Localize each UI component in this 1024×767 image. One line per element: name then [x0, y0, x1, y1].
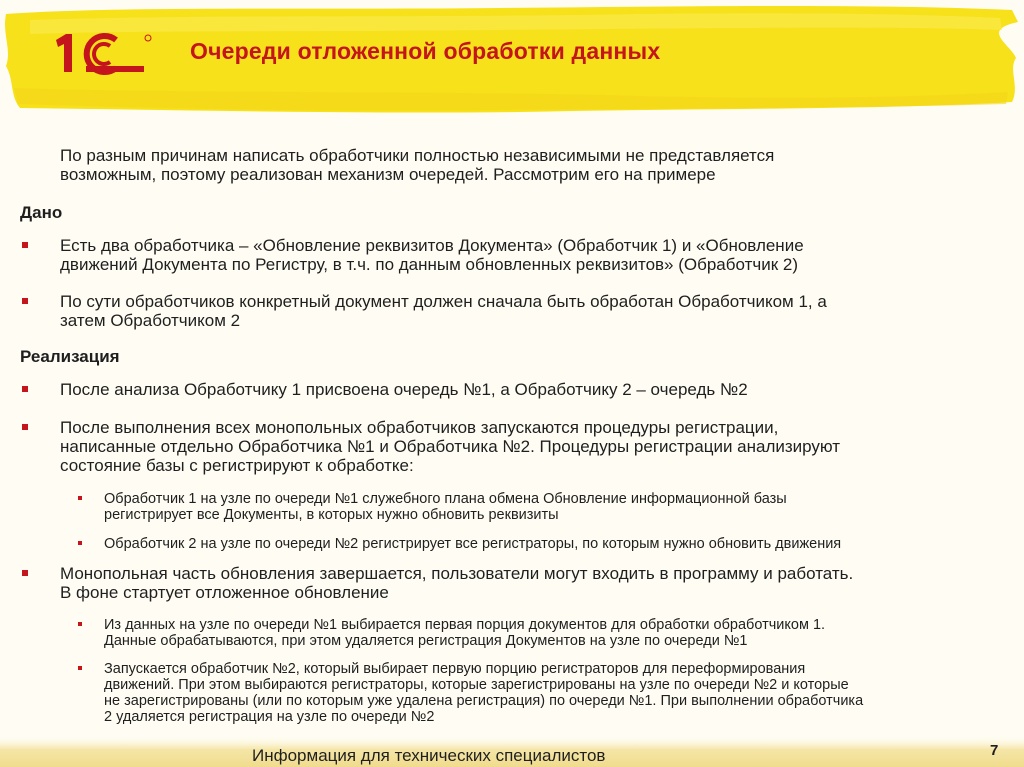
bullet-marker — [22, 570, 28, 576]
impl-sub-2: Обработчик 2 на узле по очереди №2 регистрирует все регистраторы, по которым нужно обновить движения — [104, 536, 842, 552]
impl-sub-4-line-3: не зарегистрированы (или по которым уже удалена регистрация) по очереди №1. При выполнении обработчика — [104, 693, 864, 709]
bullet-marker — [22, 424, 28, 430]
impl-sub-3-line-2: Данные обрабатываются, при этом удаляется регистрация Документов на узле по очереди №1 — [104, 633, 748, 649]
impl-sub-4-line-2: движений. При этом выбираются регистраторы, которые зарегистрированы на узле по очереди №2 и которые — [104, 677, 849, 693]
impl-item-1: После анализа Обработчику 1 присвоена очередь №1, а Обработчику 2 – очередь №2 — [60, 380, 748, 399]
impl-item-2-line-1: После выполнения всех монопольных обработчиков запускаются процедуры регистрации, — [60, 418, 779, 437]
given-item-1-line-2: движений Документа по Регистру, в т.ч. по данным обновленных реквизитов» (Обработчик 2) — [60, 255, 798, 274]
footer-text: Информация для технических специалистов — [252, 746, 606, 765]
impl-sub-1-line-2: регистрирует все Документы, в которых нужно обновить реквизиты — [104, 507, 559, 523]
given-item-2-line-2: затем Обработчиком 2 — [60, 311, 241, 330]
given-item-1-line-1: Есть два обработчика – «Обновление реквизитов Документа» (Обработчик 1) и «Обновление — [60, 236, 804, 255]
sub-bullet-marker — [78, 541, 82, 545]
bullet-marker — [22, 386, 28, 392]
bullet-marker — [22, 242, 28, 248]
given-item-2-line-1: По сути обработчиков конкретный документ должен сначала быть обработан Обработчиком 1, а — [60, 292, 827, 311]
sub-bullet-marker — [78, 666, 82, 670]
impl-item-2-line-3: состояние базы с регистрируют к обработке: — [60, 456, 414, 475]
impl-sub-4-line-4: 2 удаляется регистрация на узле по очереди №2 — [104, 709, 435, 725]
impl-item-3-line-2: В фоне стартует отложенное обновление — [60, 583, 389, 602]
bullet-marker — [22, 298, 28, 304]
impl-sub-4-line-1: Запускается обработчик №2, который выбирает первую порцию регистраторов для переформирования — [104, 661, 806, 677]
section-heading-implementation: Реализация — [20, 347, 120, 366]
impl-sub-3-line-1: Из данных на узле по очереди №1 выбирается первая порция документов для обработки обработчиком 1. — [104, 617, 826, 633]
page-number: 7 — [990, 742, 999, 759]
intro-line-1: По разным причинам написать обработчики полностью независимыми не представляется — [60, 146, 775, 165]
section-heading-given: Дано — [20, 203, 63, 222]
impl-item-3-line-1: Монопольная часть обновления завершается, пользователи могут входить в программу и работать. — [60, 564, 854, 583]
impl-item-2-line-2: написанные отдельно Обработчика №1 и Обработчика №2. Процедуры регистрации анализируют — [60, 437, 841, 456]
impl-sub-1-line-1: Обработчик 1 на узле по очереди №1 служебного плана обмена Обновление информационной базы — [104, 491, 787, 507]
page-title: Очереди отложенной обработки данных — [190, 38, 661, 64]
sub-bullet-marker — [78, 496, 82, 500]
intro-line-2: возможным, поэтому реализован механизм очередей. Рассмотрим его на примере — [60, 165, 716, 184]
sub-bullet-marker — [78, 622, 82, 626]
